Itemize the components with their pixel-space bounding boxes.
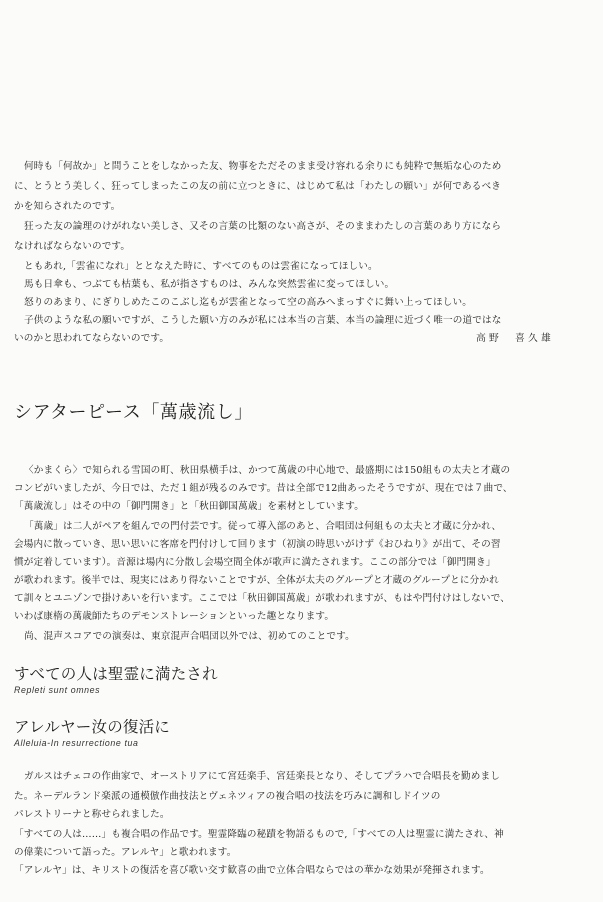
intro-line: 何時も「何故か」と問うことをしなかった友、物事をただそのまま受け容れる余りにも純粋で無垢な心のため <box>24 161 502 172</box>
intro-line: 子供のような私の願いですが、こうした願い方のみが私には本当の言葉、本当の論理に近づく唯一の道ではな <box>24 315 502 326</box>
section3-line: ガルスはチェコの作曲家で、オーストリアにて宮廷楽手、宮廷楽長となり、そしてプラハで合唱長を勤めまし <box>24 771 501 782</box>
intro-line: ともあれ,「雲雀になれ」ととなえた時に、すべてのものは雲雀になってほしい。 <box>24 261 378 272</box>
section-heading-theater-piece: シアターピース「萬歳流し」 <box>14 402 253 423</box>
author-signature: 高野 喜久雄 <box>476 333 554 344</box>
intro-line: 怒りのあまり、にぎりしめたこのこぶし迄もが雲雀となって空の高みへまっすぐに舞い上ってほしい。 <box>24 297 473 308</box>
section1-line: 尚、混声スコアでの演奏は、東京混声合唱団以外では、初めてのことです。 <box>24 631 355 642</box>
section3-line: パレストリーナと称せられました。 <box>14 809 170 820</box>
intro-line: なければならないのです。 <box>14 241 131 252</box>
section3-line: 「すべての人は……」も複合唱の作品です。聖霊降臨の秘蹟を物語るもので,「すべての人は聖霊に満たされ、神 <box>14 829 504 840</box>
intro-line: いのかと思われてならないのです。 <box>14 333 170 344</box>
section1-line: 〈かまくら〉で知られる雪国の町、秋田県横手は、かつて萬歳の中心地で、最盛期には150組もの太夫と才蔵の <box>24 465 511 476</box>
intro-line: 狂った友の論理のけがれない美しさ、又その言葉の比類のない高さが、そのままわたしの言葉のあり方になら <box>24 221 502 232</box>
section1-line: が歌われます。後半では、現実にはあり得ないことですが、全体が太夫のグループと才蔵のグループとに分かれ <box>14 575 499 586</box>
section3-line: の偉業について語った。アレルヤ」と歌われます。 <box>14 847 237 858</box>
section1-line: 「萬歳」は二人がペアを組んでの門付芸です。従って導入部のあと、合唱団は何組もの太夫と才蔵に分かれ、 <box>24 521 502 532</box>
section-heading-repleti: すべての人は聖霊に満たされ <box>14 665 218 683</box>
section1-line: て訓々とユニゾンで掛けあいを行います。ここでは「秋田御国萬歳」が歌われますが、もはや門付けはしないで、 <box>14 593 510 604</box>
intro-line: かを知らされたのです。 <box>14 201 121 212</box>
section1-line: いわば康楕の萬歳師たちのデモンストレーションといった趣となります。 <box>14 611 335 622</box>
section1-line: コンビがいましたが、今日では、ただ１組が残るのみです。昔は全部で12曲あったそうですが、現在では７曲で、 <box>14 483 513 494</box>
intro-line: 馬も日傘も、つぶても枯葉も、私が指さすものは、みんな突然雲雀に変ってほしい。 <box>24 279 395 290</box>
section-subtitle-repleti: Repleti sunt omnes <box>14 685 101 695</box>
section1-line: 慣が定着しています）。音源は場内に分散し会場空間全体が歌声に満たされます。ここの部分では「御門開き」 <box>14 557 496 568</box>
section1-line: 会場内に散っていき、思い思いに客席を門付けして回ります（初演の時思いがけず《おひねり》が出て、その習 <box>14 539 501 550</box>
section3-line: た。ネーデルランド楽派の通模倣作曲技法とヴェネツィアの複合唱の技法を巧みに調和しドイツの <box>14 791 441 802</box>
section3-line: 「アレルヤ」は、キリストの復活を喜び歌い交す歓喜の曲で立体合唱ならではの華かな効果が発揮されます。 <box>14 865 490 876</box>
section-heading-alleluia: アレルヤー汝の復活に <box>14 718 170 736</box>
section-subtitle-alleluia: Alleluia-In resurrectione tua <box>14 738 139 748</box>
intro-line: に、とうとう美しく、狂ってしまったこの友の前に立つときに、はじめて私は「わたしの願い」が何であるべき <box>14 181 501 192</box>
section1-line: 「萬歳流し」はその中の「御門開き」と「秋田御国萬歳」を素材としています。 <box>14 501 365 512</box>
